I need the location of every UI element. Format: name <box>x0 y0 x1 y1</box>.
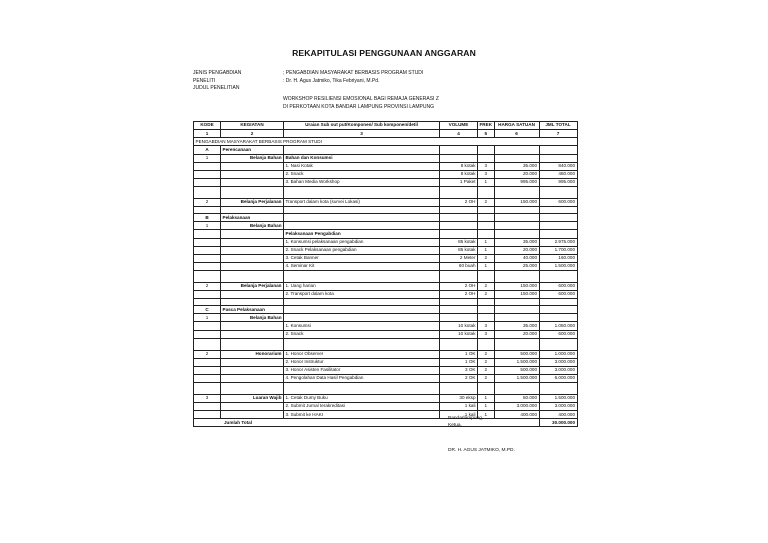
cell-kegiatan <box>221 366 284 374</box>
empty-cell <box>494 338 539 350</box>
empty-cell <box>194 270 221 282</box>
empty-cell <box>194 383 221 395</box>
header-kode: KODE <box>194 122 221 130</box>
program-row <box>194 138 578 146</box>
table-row <box>194 290 578 298</box>
cell-frek: 1 <box>478 178 495 186</box>
cell-kode: 2 <box>194 350 221 358</box>
cell-volume: 1 kali <box>440 411 478 419</box>
cell-uraian: 2. Honor Instruktur <box>284 358 440 366</box>
cell-volume <box>440 154 478 162</box>
table-row <box>194 254 578 262</box>
empty-cell <box>440 338 478 350</box>
cell-frek <box>478 314 495 322</box>
spacer-row <box>194 338 578 350</box>
cell-harga <box>494 146 539 154</box>
empty-cell <box>539 270 577 282</box>
cell-kode <box>194 246 221 254</box>
cell-kegiatan <box>221 162 284 170</box>
table-row <box>194 358 578 366</box>
cell-kegiatan <box>221 178 284 186</box>
cell-kode <box>194 411 221 419</box>
program-name: PENGABDIAN MASYARAKAT BERBASIS PROGRAM STUDI <box>194 138 578 146</box>
empty-cell <box>478 338 495 350</box>
cell-total: 995.000 <box>539 178 577 186</box>
cell-harga: 500.000 <box>494 366 539 374</box>
cell-uraian: 1. Konsumsi pelaksanaan pengabdian <box>284 238 440 246</box>
cell-harga <box>494 222 539 230</box>
header-num-4: 4 <box>440 130 478 138</box>
jumlah-total-value: 30.000.000 <box>539 419 577 427</box>
cell-uraian: 3. Submit ke HAKI <box>284 411 440 419</box>
cell-kode <box>194 374 221 382</box>
cell-kegiatan: Pelaksanaan <box>221 214 284 222</box>
cell-total: 160.000 <box>539 254 577 262</box>
cell-volume: 8 kotak <box>440 170 478 178</box>
empty-cell <box>440 207 478 214</box>
cell-volume: 3 OK <box>440 366 478 374</box>
label-judul-penelitian: JUDUL PENELITIAN <box>193 85 240 92</box>
empty-cell <box>440 270 478 282</box>
cell-kegiatan <box>221 230 284 238</box>
cell-kegiatan: Belanja Bahan <box>221 222 284 230</box>
cell-harga <box>494 314 539 322</box>
empty-cell <box>539 186 577 198</box>
cell-kode <box>194 290 221 298</box>
jumlah-total-row <box>194 419 578 427</box>
cell-uraian <box>284 314 440 322</box>
table-row <box>194 282 578 290</box>
cell-harga: 3.000.000 <box>494 403 539 411</box>
cell-volume: 85 kotak <box>440 238 478 246</box>
cell-uraian <box>284 214 440 222</box>
cell-total: 3.000.000 <box>539 366 577 374</box>
cell-frek <box>478 214 495 222</box>
table-row <box>194 222 578 230</box>
cell-total <box>539 314 577 322</box>
cell-kegiatan <box>221 170 284 178</box>
cell-uraian: 2. Transport dalam kota <box>284 290 440 298</box>
cell-harga <box>494 214 539 222</box>
cell-total: 3.000.000 <box>539 358 577 366</box>
spacer-row <box>194 270 578 282</box>
empty-cell <box>221 383 284 395</box>
spacer-row <box>194 186 578 198</box>
table-row <box>194 322 578 330</box>
cell-kegiatan <box>221 374 284 382</box>
value-jenis-pengabdian: ; PENGABDIAN MASYARAKAT BERBASIS PROGRAM STUDI <box>283 70 424 76</box>
cell-kode <box>194 330 221 338</box>
cell-total: 1.500.000 <box>539 262 577 270</box>
judul-line-1: WORKSHOP RESILIENSI EMOSIONAL BAGI REMAJA GENERASI Z <box>283 96 439 102</box>
cell-harga: 20.000 <box>494 330 539 338</box>
table-row <box>194 154 578 162</box>
cell-kegiatan <box>221 322 284 330</box>
empty-cell <box>194 338 221 350</box>
cell-kode <box>194 254 221 262</box>
cell-kegiatan: Perencanaan <box>221 146 284 154</box>
cell-volume: 1 OK <box>440 350 478 358</box>
cell-uraian <box>284 146 440 154</box>
cell-volume: 1 Paket <box>440 178 478 186</box>
document-title: REKAPITULASI PENGGUNAAN ANGGARAN <box>292 48 476 58</box>
cell-frek: 2 <box>478 254 495 262</box>
empty-cell <box>494 270 539 282</box>
cell-kode: 2 <box>194 282 221 290</box>
cell-kegiatan: Honorarium <box>221 350 284 358</box>
cell-frek <box>478 154 495 162</box>
cell-frek: 1 <box>478 262 495 270</box>
cell-harga <box>494 154 539 162</box>
cell-frek: 3 <box>478 170 495 178</box>
table-row <box>194 366 578 374</box>
cell-volume: 10 kotak <box>440 330 478 338</box>
header-volume: VOLUME <box>440 122 478 130</box>
cell-total: 600.000 <box>539 290 577 298</box>
cell-volume <box>440 222 478 230</box>
header-uraian: Uraian Sub out put/Komponen/ Sub komponen/detil <box>284 122 440 130</box>
table-row <box>194 306 578 314</box>
cell-kode: 1 <box>194 154 221 162</box>
cell-volume: 8 kotak <box>440 162 478 170</box>
table-row <box>194 314 578 322</box>
cell-total: 600.000 <box>539 198 577 206</box>
cell-kegiatan: Belanja Bahan <box>221 154 284 162</box>
cell-frek: 3 <box>478 162 495 170</box>
cell-frek <box>478 146 495 154</box>
judul-line-2: DI PERKOTAAN KOTA BANDAR LAMPUNG PROVINSI LAMPUNG <box>283 103 434 110</box>
empty-cell <box>494 186 539 198</box>
cell-uraian: 3. Cetak Banner <box>284 254 440 262</box>
budget-table-body <box>194 122 578 427</box>
empty-cell <box>539 383 577 395</box>
empty-cell <box>478 186 495 198</box>
cell-volume: 1 kali <box>440 403 478 411</box>
cell-volume <box>440 314 478 322</box>
cell-harga: 35.000 <box>494 238 539 246</box>
cell-uraian: 1. Uang harian <box>284 282 440 290</box>
cell-volume: 2 OH <box>440 282 478 290</box>
header-harga-satuan: HARGA SATUAN <box>494 122 539 130</box>
cell-frek: 2 <box>478 366 495 374</box>
table-row <box>194 350 578 358</box>
cell-kode <box>194 162 221 170</box>
cell-total: 1.700.000 <box>539 246 577 254</box>
cell-volume: 1 OK <box>440 358 478 366</box>
meta-labels <box>193 70 241 93</box>
cell-kegiatan <box>221 290 284 298</box>
cell-volume: 2 OK <box>440 374 478 382</box>
cell-volume: 2 Meter <box>440 254 478 262</box>
cell-harga: 50.000 <box>494 395 539 403</box>
cell-kode <box>194 322 221 330</box>
empty-cell <box>284 186 440 198</box>
cell-kegiatan <box>221 330 284 338</box>
spacer-row <box>194 299 578 306</box>
empty-cell <box>284 270 440 282</box>
empty-cell <box>194 207 221 214</box>
empty-cell <box>494 299 539 306</box>
cell-kode <box>194 178 221 186</box>
signature-role: Ketua, <box>448 423 462 429</box>
cell-harga: 150.000 <box>494 290 539 298</box>
cell-harga: 150.000 <box>494 282 539 290</box>
cell-frek <box>478 230 495 238</box>
cell-total: 400.000 <box>539 411 577 419</box>
empty-cell <box>478 299 495 306</box>
table-row <box>194 146 578 154</box>
cell-total: 6.000.000 <box>539 374 577 382</box>
cell-total: 600.000 <box>539 330 577 338</box>
cell-volume <box>440 214 478 222</box>
cell-kegiatan: Belanja Bahan <box>221 314 284 322</box>
cell-uraian: 3. Honor Asisten Fasilitator <box>284 366 440 374</box>
cell-kegiatan <box>221 403 284 411</box>
cell-uraian: 1. Cetak Dumy Buku <box>284 395 440 403</box>
cell-frek: 3 <box>478 330 495 338</box>
table-row <box>194 262 578 270</box>
signature-name: DR. H. AGUS JATMIKO, M.PD. <box>448 448 515 453</box>
empty-cell <box>494 383 539 395</box>
empty-cell <box>284 383 440 395</box>
cell-kode <box>194 358 221 366</box>
cell-frek: 3 <box>478 322 495 330</box>
cell-harga: 500.000 <box>494 350 539 358</box>
empty-cell <box>221 270 284 282</box>
cell-frek: 2 <box>478 198 495 206</box>
header-kegiatan: KEGIATAN <box>221 122 284 130</box>
cell-frek: 1 <box>478 411 495 419</box>
cell-volume: 2 OH <box>440 198 478 206</box>
cell-kegiatan <box>221 246 284 254</box>
cell-harga: 400.000 <box>494 411 539 419</box>
cell-kode <box>194 230 221 238</box>
empty-cell <box>440 186 478 198</box>
value-peneliti: : Dr. H. Agus Jatmiko, Tika Febriyani, M.Pd. <box>283 77 380 84</box>
table-row <box>194 170 578 178</box>
cell-kegiatan: Pasca Pelaksanaan <box>221 306 284 314</box>
table-row <box>194 395 578 403</box>
table-row <box>194 330 578 338</box>
cell-total <box>539 154 577 162</box>
cell-harga: 150.000 <box>494 198 539 206</box>
signature-place: Bandarlampung, <box>448 416 484 421</box>
cell-volume: 85 kotak <box>440 246 478 254</box>
cell-volume: 60 buah <box>440 262 478 270</box>
cell-harga: 20.000 <box>494 246 539 254</box>
cell-frek: 1 <box>478 395 495 403</box>
cell-frek: 2 <box>478 374 495 382</box>
header-num-1: 1 <box>194 130 221 138</box>
cell-total: 480.000 <box>539 170 577 178</box>
budget-table <box>193 121 578 427</box>
cell-volume: 2 OH <box>440 290 478 298</box>
cell-uraian: Bahan dan Konsumsi <box>284 154 440 162</box>
cell-kode: 2 <box>194 198 221 206</box>
signature-block <box>448 415 483 430</box>
empty-cell <box>221 299 284 306</box>
cell-total <box>539 306 577 314</box>
cell-volume: 10 kotak <box>440 322 478 330</box>
empty-cell <box>284 299 440 306</box>
table-row <box>194 162 578 170</box>
table-row <box>194 238 578 246</box>
cell-total <box>539 214 577 222</box>
cell-kode: C <box>194 306 221 314</box>
cell-kegiatan <box>221 262 284 270</box>
cell-total <box>539 146 577 154</box>
spacer-row <box>194 207 578 214</box>
cell-volume: 30 eksp <box>440 395 478 403</box>
cell-harga <box>494 306 539 314</box>
label-jenis-pengabdian: JENIS PENGABDIAN <box>193 70 242 76</box>
meta-judul <box>283 96 439 111</box>
cell-volume <box>440 146 478 154</box>
empty-cell <box>194 299 221 306</box>
cell-frek: 1 <box>478 246 495 254</box>
table-row <box>194 230 578 238</box>
empty-cell <box>284 207 440 214</box>
empty-cell <box>539 338 577 350</box>
cell-total <box>539 230 577 238</box>
label-peneliti: PENELITI <box>193 77 216 84</box>
cell-uraian <box>284 222 440 230</box>
cell-kode: 1 <box>194 222 221 230</box>
cell-total: 1.050.000 <box>539 322 577 330</box>
cell-kegiatan <box>221 411 284 419</box>
cell-frek: 1 <box>478 238 495 246</box>
empty-cell <box>440 383 478 395</box>
cell-harga: 1.500.000 <box>494 374 539 382</box>
empty-cell <box>478 207 495 214</box>
cell-total: 3.000.000 <box>539 403 577 411</box>
cell-harga: 995.000 <box>494 178 539 186</box>
cell-kegiatan <box>221 254 284 262</box>
cell-volume <box>440 230 478 238</box>
empty-cell <box>284 338 440 350</box>
cell-harga: 35.000 <box>494 162 539 170</box>
cell-harga <box>494 230 539 238</box>
cell-kode <box>194 238 221 246</box>
header-jml-total: JML TOTAL <box>539 122 577 130</box>
header-num-5: 5 <box>478 130 495 138</box>
cell-harga: 35.000 <box>494 322 539 330</box>
cell-kode <box>194 170 221 178</box>
cell-uraian: 1. Nasi Kotak <box>284 162 440 170</box>
cell-uraian: Transport dalam kota (survei Lokasi) <box>284 198 440 206</box>
cell-uraian: 1. Konsumsi <box>284 322 440 330</box>
empty-cell <box>221 207 284 214</box>
header-frek: FREK <box>478 122 495 130</box>
cell-uraian <box>284 306 440 314</box>
header-num-6: 6 <box>494 130 539 138</box>
cell-uraian: 1. Honor Observer <box>284 350 440 358</box>
empty-cell <box>221 338 284 350</box>
cell-uraian: 4. Pengolahan Data Hasil Pengabdian <box>284 374 440 382</box>
spacer-row <box>194 383 578 395</box>
empty-cell <box>494 207 539 214</box>
cell-uraian: 2. Snack Pelaksanaan pengabdian <box>284 246 440 254</box>
cell-harga: 40.000 <box>494 254 539 262</box>
cell-kode: 3 <box>194 395 221 403</box>
cell-kode <box>194 403 221 411</box>
header-num-2: 2 <box>221 130 284 138</box>
table-row <box>194 411 578 419</box>
cell-uraian: 2. Submit Jurnal terakreditasi <box>284 403 440 411</box>
cell-total: 1.000.000 <box>539 350 577 358</box>
empty-cell <box>194 186 221 198</box>
cell-kegiatan: Luaran Wajib <box>221 395 284 403</box>
cell-frek <box>478 306 495 314</box>
empty-cell <box>478 270 495 282</box>
cell-total: 1.500.000 <box>539 395 577 403</box>
header-num-7: 7 <box>539 130 577 138</box>
cell-kode <box>194 262 221 270</box>
empty-cell <box>221 186 284 198</box>
cell-uraian: 4. Seminar Kit <box>284 262 440 270</box>
cell-harga: 20.000 <box>494 170 539 178</box>
table-row <box>194 403 578 411</box>
table-header-row <box>194 122 578 130</box>
cell-frek: 2 <box>478 350 495 358</box>
cell-uraian: 3. Bahan Media Workshop <box>284 178 440 186</box>
meta-values <box>283 70 423 85</box>
cell-kegiatan <box>221 358 284 366</box>
cell-volume <box>440 306 478 314</box>
cell-total: 840.000 <box>539 162 577 170</box>
cell-uraian: 2. Snack <box>284 330 440 338</box>
cell-total: 2.975.000 <box>539 238 577 246</box>
cell-frek: 2 <box>478 290 495 298</box>
table-row <box>194 214 578 222</box>
cell-uraian: Pelaksanaan Pengabdian <box>284 230 440 238</box>
cell-frek: 2 <box>478 358 495 366</box>
cell-kegiatan: Belanja Perjalanan <box>221 198 284 206</box>
table-row <box>194 374 578 382</box>
cell-kegiatan <box>221 238 284 246</box>
cell-kode: A <box>194 146 221 154</box>
cell-kode: 1 <box>194 314 221 322</box>
cell-kegiatan: Belanja Perjalanan <box>221 282 284 290</box>
cell-kode <box>194 366 221 374</box>
cell-frek: 2 <box>478 282 495 290</box>
empty-cell <box>478 383 495 395</box>
cell-total: 600.000 <box>539 282 577 290</box>
cell-uraian: 2. Snack <box>284 170 440 178</box>
empty-cell <box>539 207 577 214</box>
header-num-3: 3 <box>284 130 440 138</box>
table-row <box>194 246 578 254</box>
cell-frek <box>478 222 495 230</box>
cell-harga: 25.000 <box>494 262 539 270</box>
cell-total <box>539 222 577 230</box>
table-row <box>194 178 578 186</box>
empty-cell <box>440 299 478 306</box>
table-row <box>194 198 578 206</box>
cell-kode: B <box>194 214 221 222</box>
table-header-number-row <box>194 130 578 138</box>
empty-cell <box>539 299 577 306</box>
cell-frek: 1 <box>478 403 495 411</box>
cell-harga: 1.500.000 <box>494 358 539 366</box>
jumlah-total-label: Jumlah Total <box>194 419 540 427</box>
